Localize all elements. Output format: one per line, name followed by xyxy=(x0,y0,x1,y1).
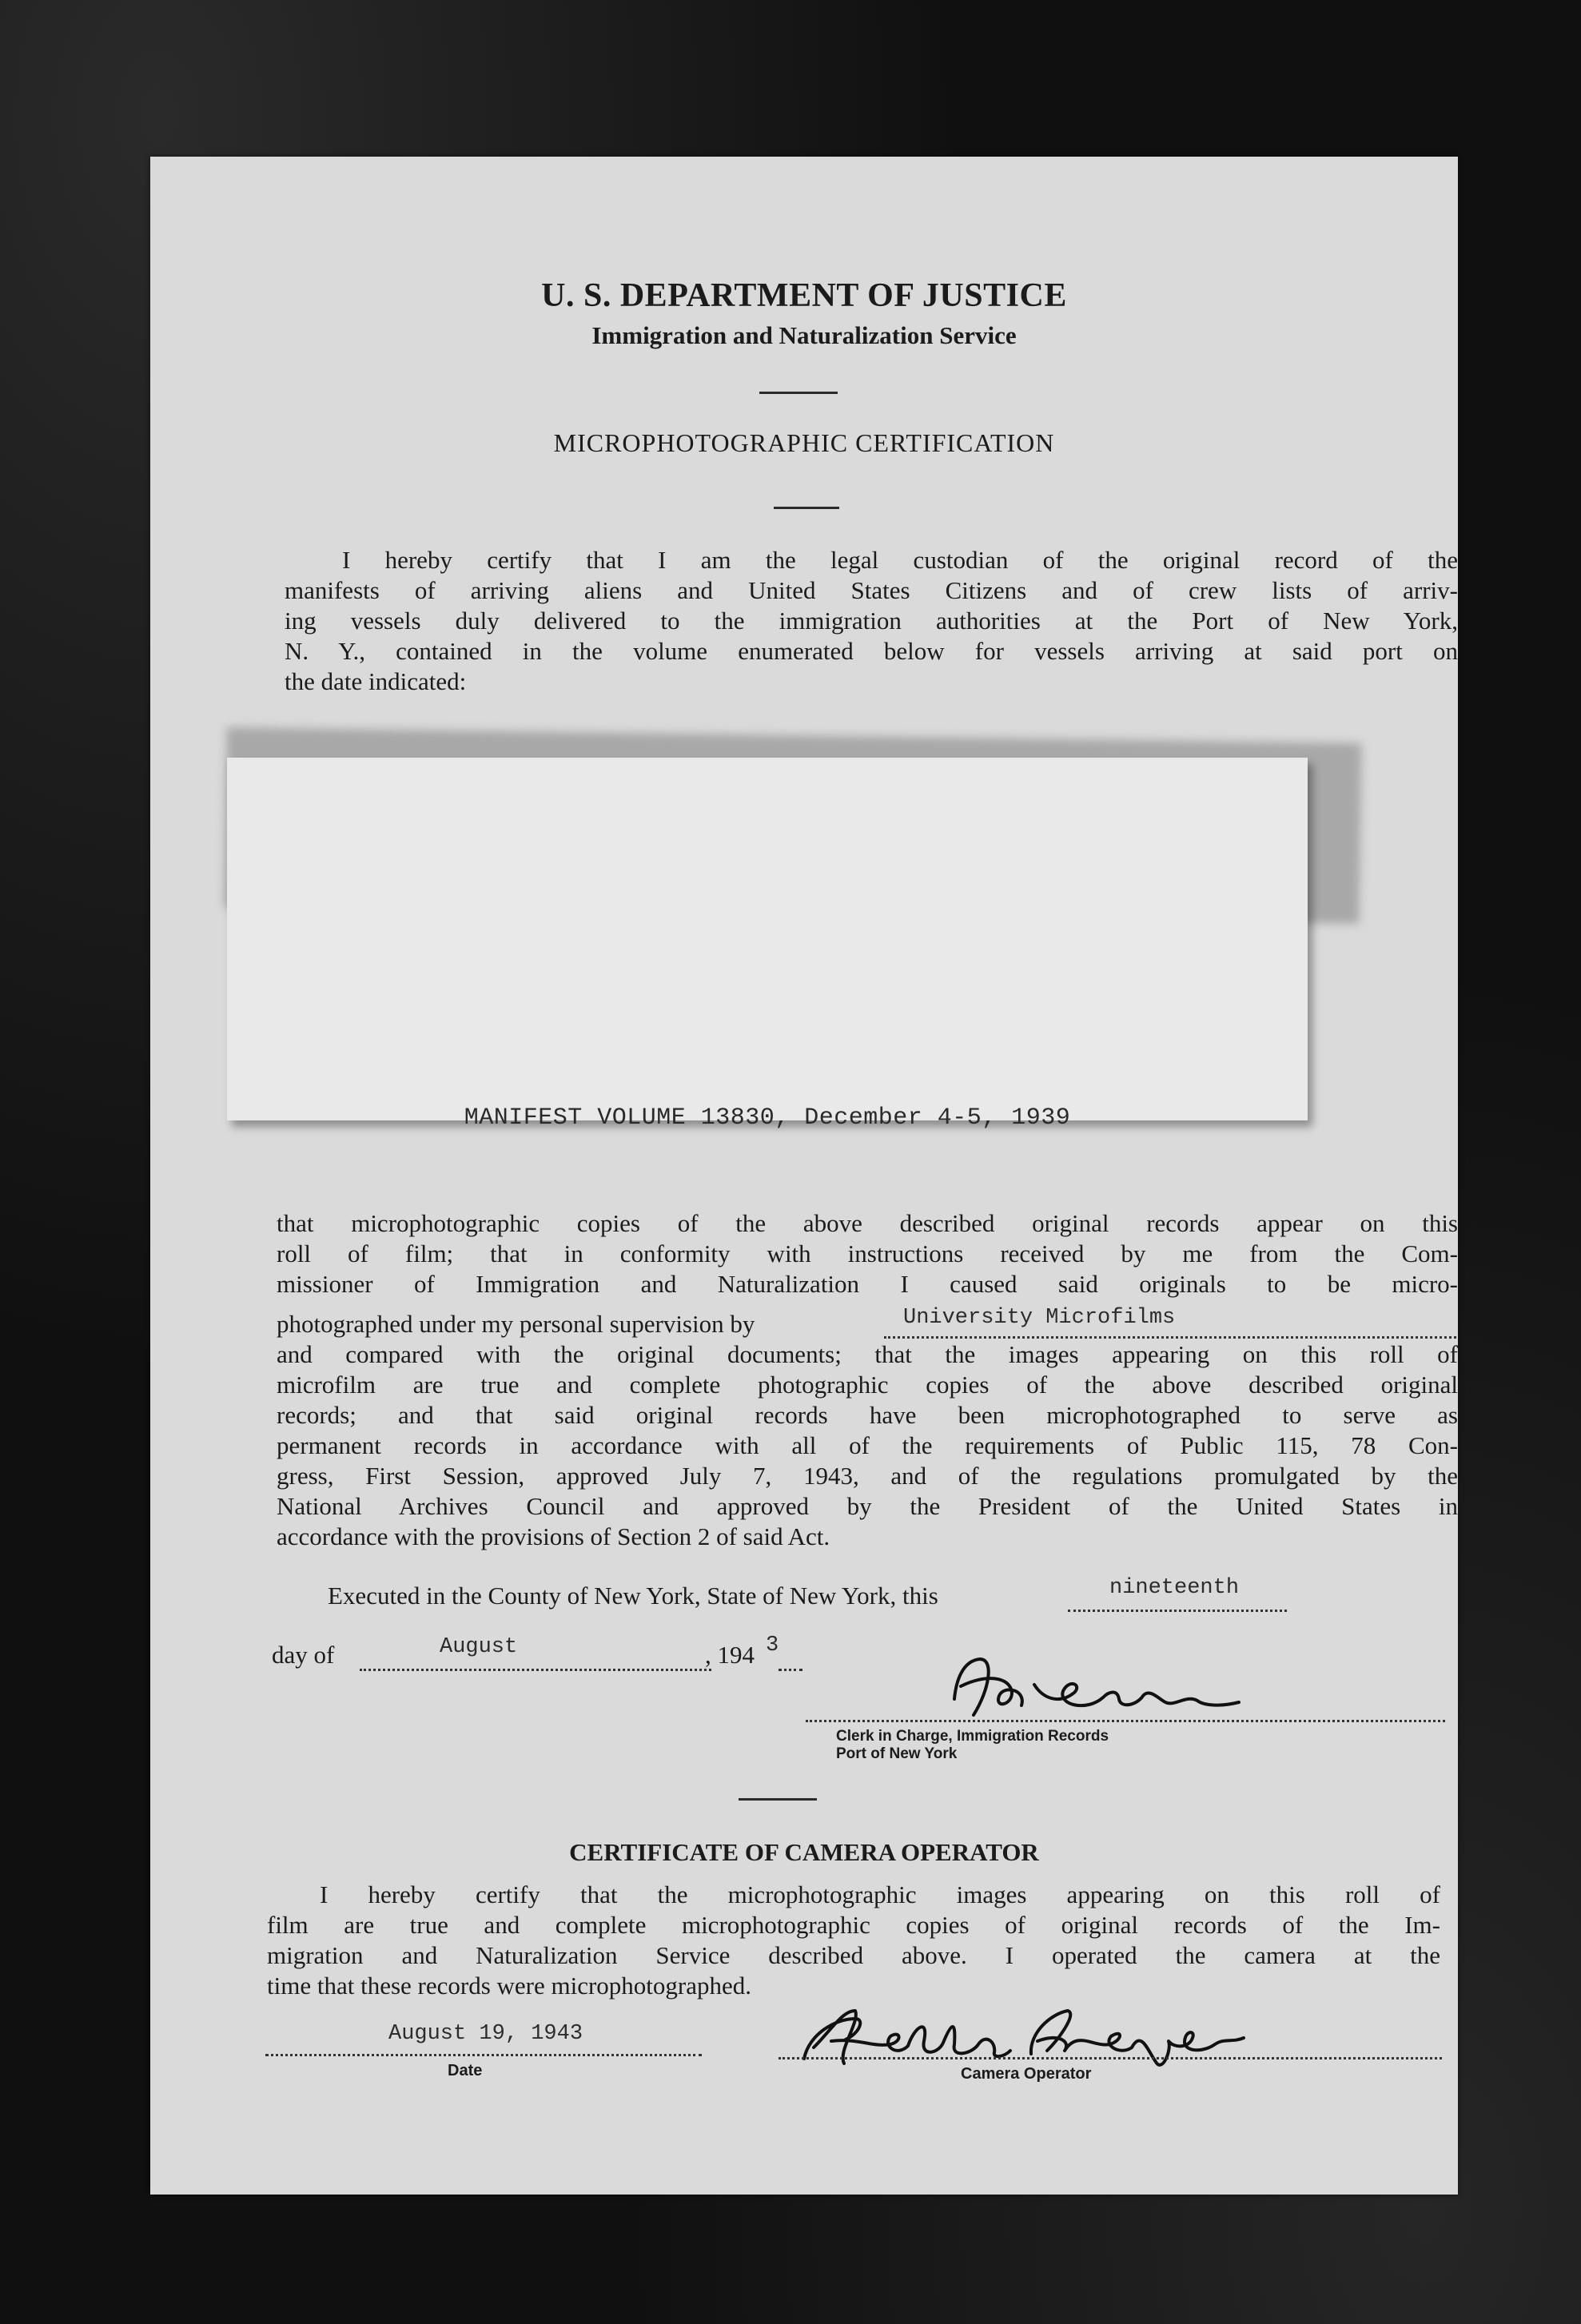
body-line: roll of film; that in conformity with instructions received by me from the Com- xyxy=(277,1240,1458,1267)
camera-line: film are true and complete microphotographic copies of original records of the Im- xyxy=(267,1911,1440,1939)
body-line: photographed under my personal supervision by xyxy=(277,1310,755,1338)
divider-rule xyxy=(739,1798,817,1801)
day-dotted-line xyxy=(1068,1610,1287,1612)
intro-line: ing vessels duly delivered to the immigration authorities at the Port of New York, xyxy=(285,607,1458,635)
body-line: gress, First Session, approved July 7, 1943, and of the regulations promulgated by the xyxy=(277,1462,1458,1490)
body-line: accordance with the provisions of Section 2 of said Act. xyxy=(277,1522,830,1550)
intro-line: N. Y., contained in the volume enumerated below for vessels arriving at said port on xyxy=(285,637,1458,665)
clerk-signature-line xyxy=(806,1720,1445,1722)
divider-rule xyxy=(759,392,838,394)
body-line: National Archives Council and approved by the President of the United States in xyxy=(277,1492,1458,1520)
body-line: permanent records in accordance with all of the requirements of Public 115, 78 Con- xyxy=(277,1431,1458,1459)
body-line: that microphotographic copies of the above described original records appear on this xyxy=(277,1209,1458,1237)
month-dotted-line xyxy=(360,1669,711,1671)
month-prefix: day of xyxy=(272,1641,335,1669)
manifest-volume-label: MANIFEST VOLUME 13830, December 4-5, 1939 xyxy=(464,1104,1071,1132)
clerk-title-line2: Port of New York xyxy=(836,1745,958,1762)
supervisor-dotted-line xyxy=(884,1336,1456,1339)
day-value: nineteenth xyxy=(1109,1576,1240,1600)
camera-line: time that these records were microphotographed. xyxy=(267,1972,751,2000)
date-dotted-line xyxy=(265,2054,702,2056)
clerk-signature xyxy=(922,1649,1274,1737)
body-line: records; and that said original records have been microphotographed to serve as xyxy=(277,1401,1458,1429)
date-label: Date xyxy=(448,2062,483,2079)
year-dotted-line xyxy=(779,1669,802,1671)
divider-rule xyxy=(774,507,839,509)
body-line: microfilm are true and complete photographic copies of the above described original xyxy=(277,1371,1458,1399)
camera-line: migration and Naturalization Service described above. I operated the camera at the xyxy=(267,1941,1440,1969)
execution-text: Executed in the County of New York, State of New York, this xyxy=(328,1582,938,1610)
camera-operator-label: Camera Operator xyxy=(961,2065,1092,2083)
volume-insert-card xyxy=(227,758,1308,1132)
body-line: and compared with the original documents; that the images appearing on this roll of xyxy=(277,1340,1458,1368)
camera-certificate-heading: CERTIFICATE OF CAMERA OPERATOR xyxy=(569,1838,1039,1866)
supervisor-name: University Microfilms xyxy=(903,1306,1176,1330)
camera-line: I hereby certify that the microphotographic images appearing on this roll of xyxy=(320,1880,1440,1908)
operator-dotted-line xyxy=(779,2057,1442,2059)
camera-date-value: August 19, 1943 xyxy=(388,2022,583,2046)
year-prefix: , 194 xyxy=(705,1641,755,1669)
department-title: U. S. DEPARTMENT OF JUSTICE xyxy=(541,277,1067,314)
certification-heading: MICROPHOTOGRAPHIC CERTIFICATION xyxy=(553,428,1055,457)
month-value: August xyxy=(440,1635,518,1659)
year-digit: 3 xyxy=(766,1634,779,1657)
certificate-page xyxy=(150,157,1458,2195)
service-subtitle: Immigration and Naturalization Service xyxy=(591,321,1017,349)
intro-line: manifests of arriving aliens and United States Citizens and of crew lists of arriv- xyxy=(285,576,1458,604)
intro-line: the date indicated: xyxy=(285,667,467,695)
body-line: missioner of Immigration and Naturalization I caused said originals to be micro- xyxy=(277,1270,1458,1298)
clerk-title-line1: Clerk in Charge, Immigration Records xyxy=(836,1728,1109,1745)
intro-line: I hereby certify that I am the legal custodian of the original record of the xyxy=(342,546,1458,574)
